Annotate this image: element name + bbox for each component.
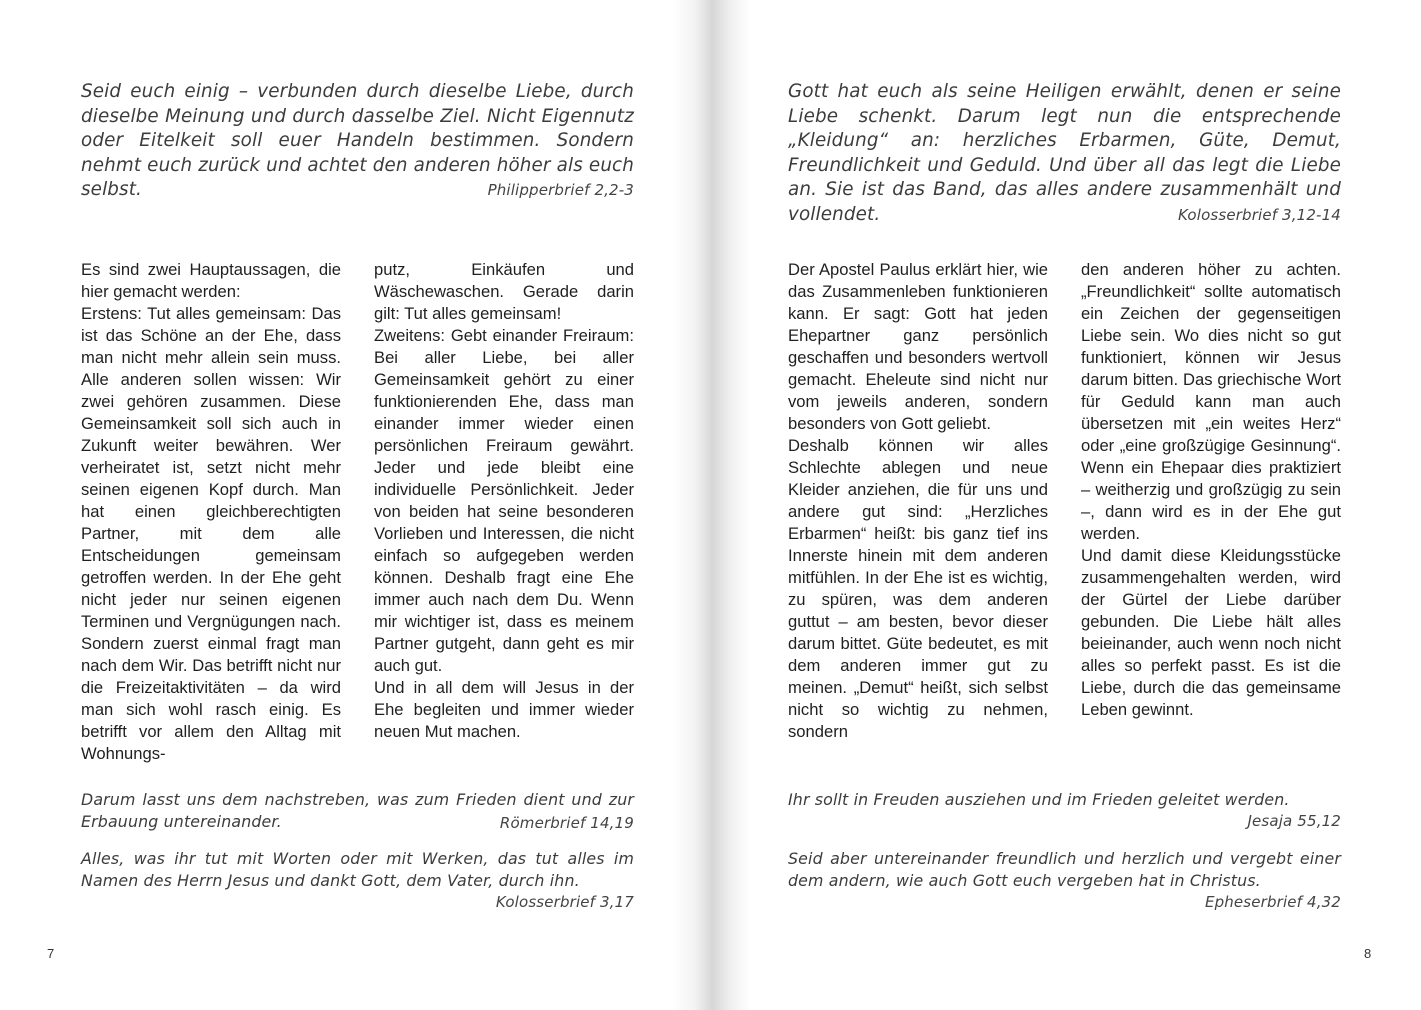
paragraph: Und in all dem will Jesus in der Ehe begleiten und immer wieder neuen Mut machen.: [374, 678, 634, 741]
bottom-bible-quote-2: [81, 848, 634, 912]
page-number: 7: [47, 946, 55, 961]
body-column-1: [788, 259, 1048, 743]
right-page: [711, 0, 1421, 1010]
quote-text: Gott hat euch als seine Heiligen erwählt, denen er seine Liebe schenkt. Darum legt nun die entsprechende „Kleidung“ an: herzliches Erbarmen, Güte, Demut, Freundlichkeit und Geduld. Und über all das legt die Liebe an. Sie ist das Band, das alles andere zusammenhält und vollendet.: [788, 81, 1341, 225]
quote-text: Ihr sollt in Freuden ausziehen und im Frieden geleitet werden.: [788, 790, 1290, 809]
bottom-bible-quote-1: [788, 789, 1341, 831]
top-bible-quote: [788, 80, 1341, 227]
bottom-bible-quote-1: [81, 789, 634, 833]
quote-text: Seid aber untereinander freundlich und herzlich und vergebt einer dem andern, wie auch Gott euch vergeben hat in Christus.: [788, 849, 1341, 890]
quote-source: Kolosserbrief 3,12-14: [1177, 205, 1341, 224]
paragraph: den anderen höher zu achten. „Freundlichkeit“ sollte automatisch ein Zeichen der gegenseitigen Liebe sein. Wo dies nicht so gut funktioniert, können wir Jesus darum bitten. Das griechische Wort für Geduld kann man auch übersetzen mit „ein weites Herz“ oder „eine großzügige Gesinnung“. Wenn ein Ehepaar dies praktiziert – weitherzig und großzügig zu sein –, dann wird es in der Ehe gut werden.: [1081, 260, 1341, 543]
bottom-bible-quote-2: [788, 848, 1341, 912]
quote-source: Jesaja 55,12: [1247, 812, 1341, 830]
page-number: 8: [1364, 946, 1372, 961]
body-column-2: [374, 259, 634, 743]
paragraph: Der Apostel Paulus erklärt hier, wie das Zusammenleben funktionieren kann. Er sagt: Gott hat jeden Ehepartner ganz persönlich geschaffen und besonders wertvoll gemacht. Eheleute sind nicht nur vom jeweils anderen, sondern besonders von Gott geliebt.: [788, 260, 1048, 433]
paragraph: Und damit diese Kleidungsstücke zusammengehalten werden, wird der Gürtel der Liebe darüber gebunden. Die Liebe hält alles beieinander, auch wenn noch nicht alles so perfekt passt. Es ist die Liebe, durch die das gemeinsame Leben gewinnt.: [1081, 546, 1341, 719]
quote-source: Epheserbrief 4,32: [1204, 893, 1341, 911]
top-bible-quote: [81, 80, 634, 203]
paragraph: Zweitens: Gebt einander Freiraum: Bei aller Liebe, bei aller Gemeinsamkeit gehört zu einer funktionierenden Ehe, dass man einander immer wieder einen persönlichen Freiraum gewährt. Jeder und jede bleibt eine individuelle Persönlichkeit. Jeder von beiden hat seine besonderen Vorlieben und Interessen, die nicht einfach so aufgegeben werden können. Deshalb fragt eine Ehe immer auch nach dem Du. Wenn mir wichtiger ist, dass es meinem Partner gutgeht, dann geht es mir auch gut.: [374, 326, 634, 675]
paragraph: Deshalb können wir alles Schlechte ablegen und neue Kleider anziehen, die für uns und andere gut sind: „Herzliches Erbarmen“ heißt: bis ganz tief ins Innerste hinein mit dem anderen mitfühlen. In der Ehe ist es wichtig, zu spüren, was dem anderen guttut – am besten, bevor dieser darum bittet. Güte bedeutet, es mit dem anderen immer gut zu meinen. „Demut“ heißt, sich selbst nicht so wichtig zu nehmen, sondern: [788, 436, 1048, 741]
quote-text: Seid euch einig – verbunden durch dieselbe Liebe, durch dieselbe Meinung und durch dasselbe Ziel. Nicht Eigennutz oder Eitelkeit soll euer Handeln bestimmen. Sondern nehmt euch zurück und achtet den anderen höher als euch selbst.: [81, 81, 634, 200]
paragraph: Erstens: Tut alles gemeinsam: Das ist das Schöne an der Ehe, dass man nicht mehr allein sein muss. Alle anderen sollen wissen: Wir zwei gehören zusammen. Diese Gemeinsamkeit soll sich auch in Zukunft weiter bewähren. Wer verheiratet ist, setzt nicht mehr seinen eigenen Kopf durch. Man hat einen gleichberechtigten Partner, mit dem alle Entscheidungen gemeinsam getroffen werden. In der Ehe geht nicht jeder nur seinen eigenen Terminen und Vergnügungen nach. Sondern zuerst einmal fragt man nach dem Wir. Das betrifft nicht nur die Freizeitaktivitäten – da wird man sich wohl rasch einig. Es betrifft vor allem den Alltag mit Wohnungs-: [81, 304, 341, 763]
quote-text: Alles, was ihr tut mit Worten oder mit Werken, das tut alles im Namen des Herrn Jesus und dankt Gott, dem Vater, durch ihn.: [81, 849, 634, 890]
quote-source: Römerbrief 14,19: [499, 814, 634, 832]
quote-source: Kolosserbrief 3,17: [495, 893, 634, 911]
body-column-2: [1081, 259, 1341, 721]
paragraph: putz, Einkäufen und Wäschewaschen. Gerade darin gilt: Tut alles gemeinsam!: [374, 260, 634, 323]
paragraph: Es sind zwei Hauptaussagen, die hier gemacht werden:: [81, 260, 341, 301]
quote-text: Darum lasst uns dem nachstreben, was zum Frieden dient und zur Erbauung untereinander.: [81, 790, 634, 831]
quote-source: Philipperbrief 2,2-3: [487, 181, 634, 199]
body-column-1: [81, 259, 341, 765]
